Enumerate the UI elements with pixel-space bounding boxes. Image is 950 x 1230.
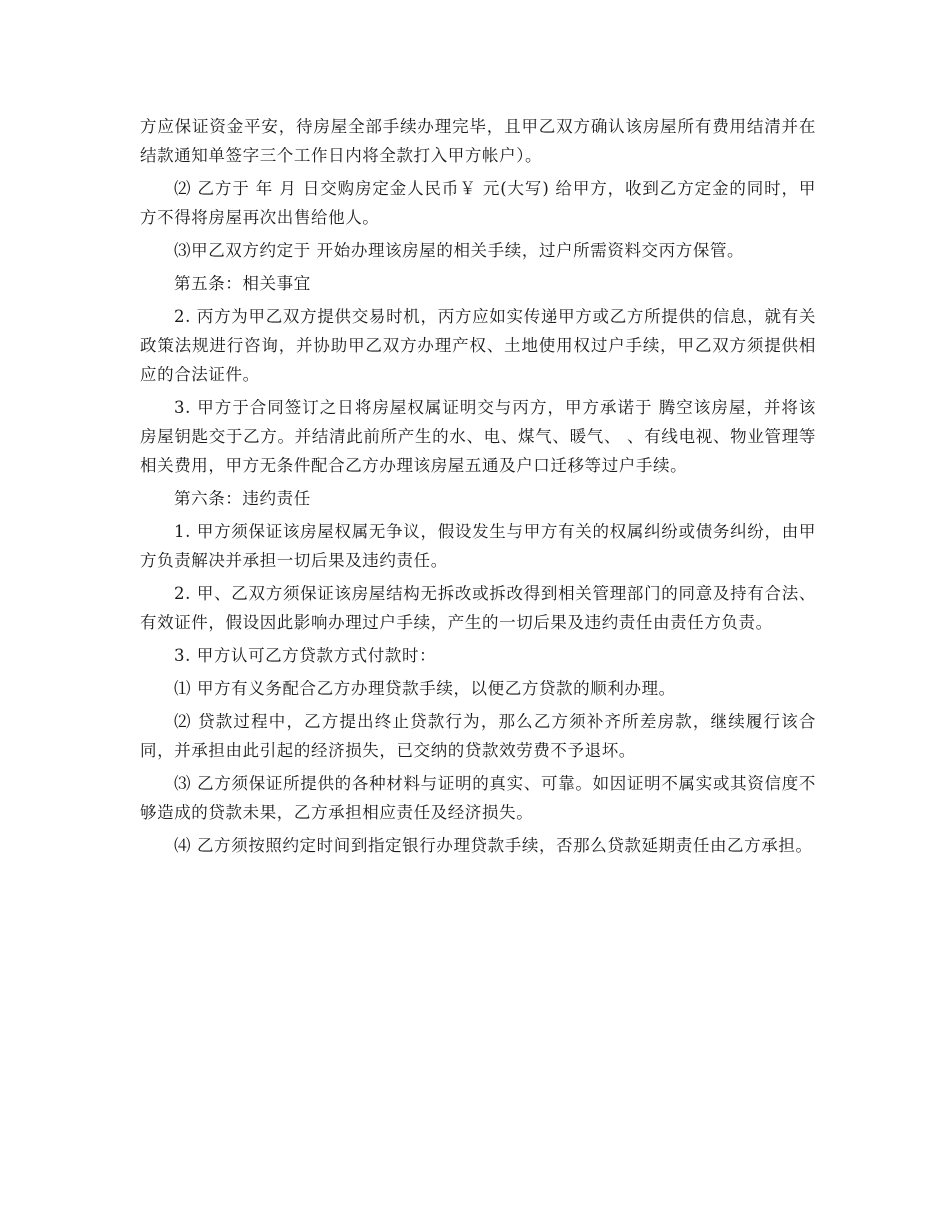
paragraph-deposit: ⑵ 乙方于 年 月 日交购房定金人民币￥ 元(大写) 给甲方，收到乙方定金的同时，甲方不得将房屋再次出售给他人。 xyxy=(140,179,816,227)
paragraph-loan-clause-3: ⑶ 乙方须保证所提供的各种材料与证明的真实、可靠。如因证明不属实或其资信度不够造成的贷款未果，乙方承担相应责任及经济损失。 xyxy=(140,774,816,822)
paragraph-payment-continuation: 方应保证资金平安，待房屋全部手续办理完毕，且甲乙双方确认该房屋所有费用结清并在结款通知单签字三个工作日内将全款打入甲方帐户）。 xyxy=(140,117,816,165)
paragraph-loan-clause-2: ⑵ 贷款过程中，乙方提出终止贷款行为，那么乙方须补齐所差房款，继续履行该合同，并承担由此引起的经济损失，已交纳的贷款效劳费不予退坏。 xyxy=(140,712,816,760)
paragraph-article-6-item-2: 2. 甲、乙双方须保证该房屋结构无拆改或拆改得到相关管理部门的同意及持有合法、有效证件，假设因此影响办理过户手续，产生的一切后果及违约责任由责任方负责。 xyxy=(140,584,816,632)
document-body xyxy=(140,112,816,864)
paragraph-article-5-item-2: 2. 丙方为甲乙双方提供交易时机，丙方应如实传递甲方或乙方所提供的信息，就有关政策法规进行咨询，并协助甲乙双方办理产权、土地使用权过户手续，甲乙双方须提供相应的合法证件。 xyxy=(140,307,816,384)
paragraph-loan-clause-1: ⑴ 甲方有义务配合乙方办理贷款手续，以便乙方贷款的顺利办理。 xyxy=(174,679,676,698)
section-heading-article-6: 第六条：违约责任 xyxy=(174,489,311,508)
paragraph-loan-clause-4: ⑷ 乙方须按照约定时间到指定银行办理贷款手续，否那么贷款延期责任由乙方承担。 xyxy=(174,836,813,855)
paragraph-article-6-item-3: 3. 甲方认可乙方贷款方式付款时： xyxy=(174,646,437,665)
section-heading-article-5: 第五条：相关事宜 xyxy=(174,274,311,293)
paragraph-article-5-item-3: 3. 甲方于合同签订之日将房屋权属证明交与丙方，甲方承诺于 腾空该房屋，并将该房屋钥匙交于乙方。并结清此前所产生的水、电、煤气、暖气、 、有线电视、物业管理等相关费用，甲方无条件配合乙方办理该房屋五通及户口迁移等过户手续。 xyxy=(140,398,816,475)
paragraph-procedures: ⑶甲乙双方约定于 开始办理该房屋的相关手续，过户所需资料交丙方保管。 xyxy=(174,241,745,260)
paragraph-article-6-item-1: 1. 甲方须保证该房屋权属无争议，假设发生与甲方有关的权属纠纷或债务纠纷，由甲方负责解决并承担一切后果及违约责任。 xyxy=(140,522,816,570)
